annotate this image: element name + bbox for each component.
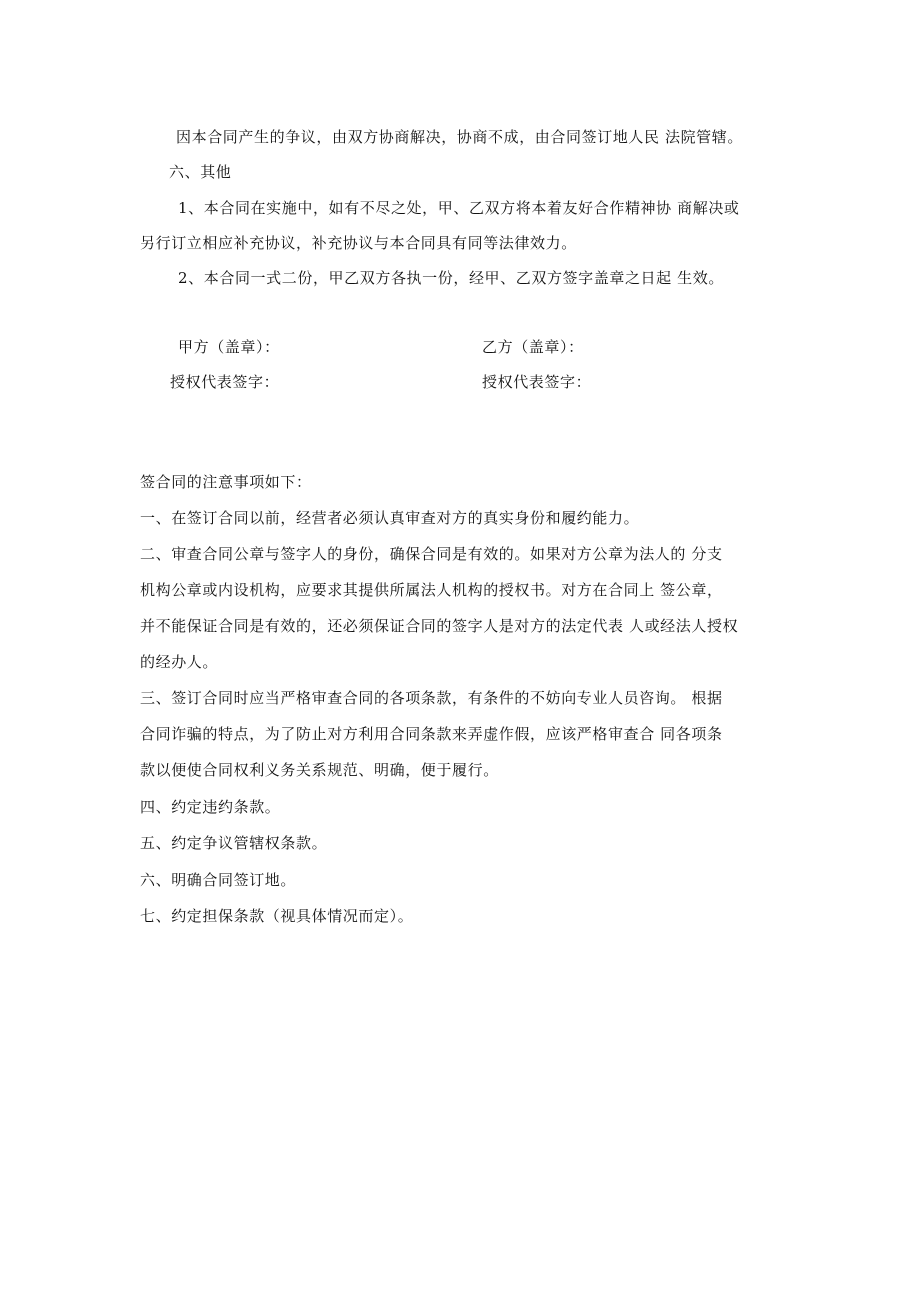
- clause-2: 2、本合同一式二份，甲乙双方各执一份，经甲、乙双方签字盖章之日起 生效。: [178, 269, 724, 287]
- note-item-5: 五、约定争议管辖权条款。: [140, 834, 328, 852]
- party-a-signature-label: 授权代表签字：: [170, 373, 280, 391]
- note-item-6: 六、明确合同签订地。: [140, 871, 297, 889]
- note-item-3-line-2: 合同诈骗的特点，为了防止对方利用合同条款来弄虚作假，应该严格审查合 同各项条: [140, 725, 723, 743]
- note-item-3-line-3: 款以便使合同权利义务关系规范、明确，便于履行。: [140, 761, 499, 779]
- party-a-seal-label: 甲方（盖章）：: [178, 338, 280, 356]
- note-item-2-line-2: 机构公章或内设机构，应要求其提供所属法人机构的授权书。对方在合同上 签公章，: [140, 581, 723, 599]
- note-item-2-line-3: 并不能保证合同是有效的，还必须保证合同的签字人是对方的法定代表 人或经法人授权: [140, 617, 739, 635]
- note-item-2-line-4: 的经办人。: [140, 653, 219, 671]
- note-item-3-line-1: 三、签订合同时应当严格审查合同的各项条款，有条件的不妨向专业人员咨询。 根据: [140, 689, 723, 707]
- note-item-4: 四、约定违约条款。: [140, 798, 281, 816]
- notes-title: 签合同的注意事项如下：: [140, 473, 312, 491]
- dispute-clause: 因本合同产生的争议，由双方协商解决，协商不成，由合同签订地人民 法院管辖。: [176, 128, 743, 146]
- section-six-heading: 六、其他: [169, 163, 232, 181]
- note-item-2-line-1: 二、审查合同公章与签字人的身份，确保合同是有效的。如果对方公章为法人的 分支: [140, 545, 723, 563]
- note-item-7: 七、约定担保条款（视具体情况而定）。: [140, 907, 414, 925]
- clause-1-line-2: 另行订立相应补充协议，补充协议与本合同具有同等法律效力。: [140, 234, 577, 252]
- clause-1-line-1: 1、本合同在实施中，如有不尽之处，甲、乙双方将本着友好合作精神协 商解决或: [178, 199, 740, 217]
- note-item-1: 一、在签订合同以前，经营者必须认真审查对方的真实身份和履约能力。: [140, 509, 640, 527]
- party-b-signature-label: 授权代表签字：: [482, 373, 592, 391]
- party-b-seal-label: 乙方（盖章）：: [482, 338, 584, 356]
